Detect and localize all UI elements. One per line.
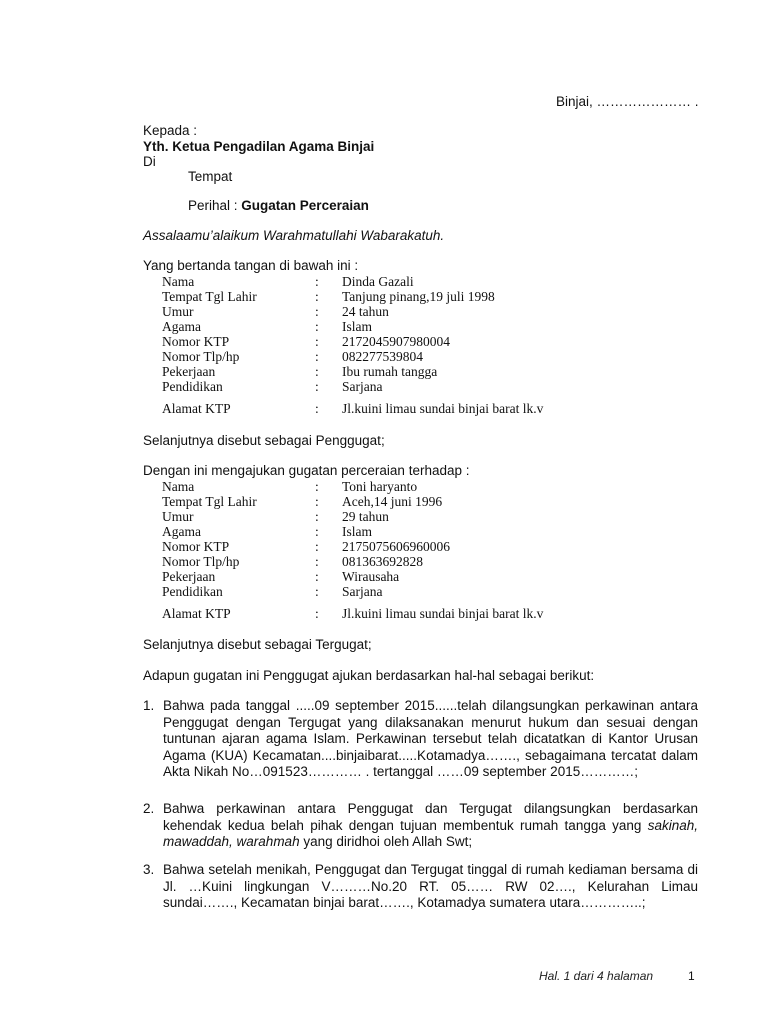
field-label: Nama (162, 479, 195, 494)
field-label: Nomor KTP (162, 334, 230, 349)
field-value: 082277539804 (342, 349, 423, 364)
field-label: Agama (162, 524, 201, 539)
basis-intro: Adapun gugatan ini Penggugat ajukan berdasarkan hal-hal sebagai berikut: (143, 668, 595, 683)
colon: : (315, 554, 319, 569)
field-label: Nomor Tlp/hp (162, 349, 240, 364)
field-label: Alamat KTP (162, 606, 231, 621)
colon: : (315, 401, 319, 416)
di-label: Di (143, 154, 156, 169)
field-value: 2175075606960006 (342, 539, 450, 554)
perihal (188, 198, 369, 214)
list-item (143, 862, 698, 928)
field-value: Wirausaha (342, 569, 400, 584)
item-text-part: Bahwa perkawinan antara Penggugat dan Tergugat dilangsungkan berdasarkan kehendak kedua belah pihak dengan tujuan membentuk rumah tangga yang (163, 801, 698, 833)
field-value: Jl.kuini limau sundai binjai barat lk.v (342, 401, 544, 416)
colon: : (315, 334, 319, 349)
page-footer: Hal. 1 dari 4 halaman (539, 969, 654, 983)
field-label: Tempat Tgl Lahir (162, 494, 257, 509)
field-value: 2172045907980004 (342, 334, 450, 349)
item-text: Bahwa pada tanggal .....09 september 2015......telah dilangsungkan perkawinan antara Penggugat dengan Tergugat yang dilaksanakan menurut hukum dan sesuai dengan tuntunan ajaran agama Islam. Perkawinan tersebut telah dicatatkan di Kantor Urusan Agama (KUA) Kecamatan....binjaibarat.....Kotamadya……., sebagaimana tercatat dalam Akta Nikah No…091523………… . tertanggal ……09 september 2015…………; (163, 698, 698, 779)
colon: : (315, 584, 319, 599)
colon: : (315, 304, 319, 319)
greeting: Assalaamu’alaikum Warahmatullahi Wabarakatuh. (143, 228, 445, 243)
item-text-italic: sakinah, mawaddah, warahmah (163, 817, 698, 849)
field-label: Umur (162, 509, 194, 524)
to-label: Kepada : (143, 123, 198, 138)
field-label: Pekerjaan (162, 569, 216, 584)
field-value: Tanjung pinang,19 juli 1998 (342, 289, 495, 304)
field-label: Nomor KTP (162, 539, 230, 554)
defendant-note: Selanjutnya disebut sebagai Tergugat; (143, 637, 372, 652)
addressee: Yth. Ketua Pengadilan Agama Binjai (143, 139, 375, 154)
field-label: Pendidikan (162, 379, 223, 394)
field-value: Islam (342, 524, 372, 539)
colon: : (315, 319, 319, 334)
field-label: Pekerjaan (162, 364, 216, 379)
field-value: Islam (342, 319, 372, 334)
colon: : (315, 524, 319, 539)
field-label: Nama (162, 274, 195, 289)
item-number: 2. (143, 801, 155, 816)
perihal-label: Perihal : (188, 198, 238, 213)
colon: : (315, 606, 319, 621)
against-intro: Dengan ini mengajukan gugatan perceraian terhadap : (143, 463, 470, 478)
field-value: Toni haryanto (342, 479, 418, 494)
colon: : (315, 479, 319, 494)
field-value: Dinda Gazali (342, 274, 414, 289)
colon: : (315, 494, 319, 509)
place-date: Binjai, ………………… . (556, 94, 699, 109)
perihal-value: Gugatan Perceraian (241, 198, 369, 213)
item-text-part: yang diridhoi oleh Allah Swt; (299, 834, 473, 849)
colon: : (315, 364, 319, 379)
colon: : (315, 539, 319, 554)
item-text (163, 801, 698, 851)
colon: : (315, 349, 319, 364)
colon: : (315, 289, 319, 304)
page-number: 1 (688, 969, 695, 983)
field-label: Nomor Tlp/hp (162, 554, 240, 569)
field-value: Aceh,14 juni 1996 (342, 494, 443, 509)
field-value: Sarjana (342, 379, 383, 394)
colon: : (315, 509, 319, 524)
colon: : (315, 274, 319, 289)
field-value: Jl.kuini limau sundai binjai barat lk.v (342, 606, 544, 621)
field-label: Pendidikan (162, 584, 223, 599)
plaintiff-note: Selanjutnya disebut sebagai Penggugat; (143, 433, 385, 448)
field-label: Tempat Tgl Lahir (162, 289, 257, 304)
field-label: Alamat KTP (162, 401, 231, 416)
field-value: Sarjana (342, 584, 383, 599)
field-value: Ibu rumah tangga (342, 364, 438, 379)
field-label: Umur (162, 304, 194, 319)
field-value: 24 tahun (342, 304, 389, 319)
field-value: 081363692828 (342, 554, 423, 569)
item-number: 1. (143, 698, 155, 713)
item-number: 3. (143, 862, 155, 877)
colon: : (315, 379, 319, 394)
field-label: Agama (162, 319, 201, 334)
list-item (143, 801, 698, 851)
list-item (143, 698, 698, 794)
field-value: 29 tahun (342, 509, 389, 524)
colon: : (315, 569, 319, 584)
item-text: Bahwa setelah menikah, Penggugat dan Tergugat tinggal di rumah kediaman bersama di Jl. …Kuini lingkungan V………No.20 RT. 05…… RW 02…., Kelurahan Limau sundai……., Kecamatan binjai barat……., Kotamadya sumatera utara…………..; (163, 862, 698, 910)
tempat-label: Tempat (188, 169, 233, 184)
intro-text: Yang bertanda tangan di bawah ini : (143, 258, 359, 273)
